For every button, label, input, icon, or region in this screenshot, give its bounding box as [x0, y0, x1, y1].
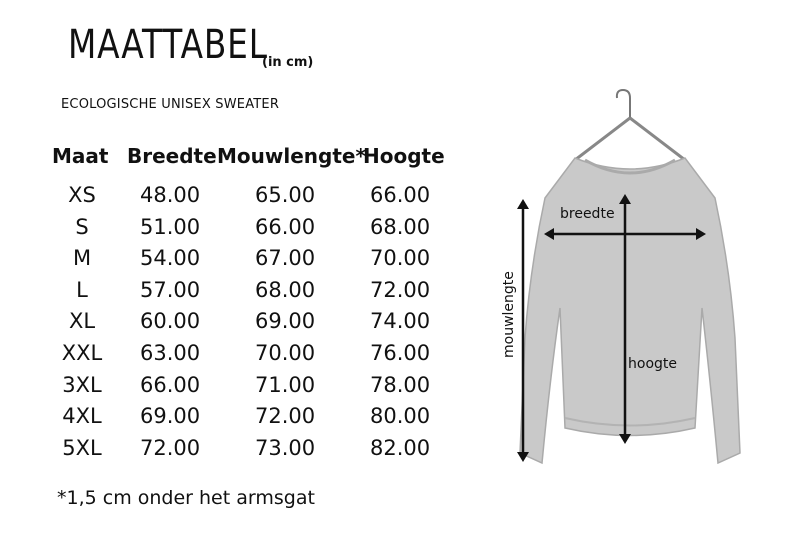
- unit-label: (in cm): [262, 55, 314, 70]
- size-cell: 4XL: [62, 404, 102, 429]
- hanger-icon: [575, 90, 685, 160]
- column-header-mouwlengte: Mouwlengte*: [217, 144, 366, 168]
- breedte-label: breedte: [560, 206, 615, 222]
- breedte-cell: 66.00: [140, 372, 201, 397]
- footnote: *1,5 cm onder het armsgat: [57, 487, 315, 509]
- size-cell: XL: [68, 309, 96, 334]
- hoogte-cell: 68.00: [370, 214, 431, 239]
- table-row: [0, 183, 470, 213]
- breedte-cell: 51.00: [140, 214, 201, 239]
- table-row: [0, 436, 470, 466]
- table-row: [0, 341, 470, 371]
- table-row: [0, 404, 470, 434]
- hoogte-cell: 72.00: [370, 277, 431, 302]
- hoogte-cell: 66.00: [370, 183, 431, 207]
- mouwlengte-label: mouwlengte: [501, 271, 517, 358]
- breedte-cell: 54.00: [140, 246, 201, 271]
- hoogte-cell: 78.00: [370, 372, 431, 397]
- column-header-maat: Maat: [52, 144, 109, 168]
- size-cell: M: [72, 246, 92, 271]
- mouwlengte-cell: 65.00: [255, 183, 316, 207]
- table-row: [0, 309, 470, 339]
- mouwlengte-cell: 73.00: [255, 435, 316, 460]
- mouwlengte-cell: 70.00: [255, 341, 316, 365]
- table-row: [0, 215, 470, 245]
- page-title: MAATTABEL: [68, 22, 268, 68]
- column-header-hoogte: Hoogte: [363, 144, 445, 168]
- hoogte-cell: 82.00: [370, 435, 431, 460]
- sweater-diagram: [480, 88, 780, 488]
- breedte-cell: 72.00: [140, 435, 201, 460]
- breedte-cell: 60.00: [140, 309, 201, 334]
- size-cell: 3XL: [62, 372, 102, 397]
- breedte-cell: 63.00: [140, 341, 201, 365]
- table-row: [0, 278, 470, 308]
- table-row: [0, 246, 470, 276]
- size-cell: 5XL: [62, 435, 102, 460]
- mouwlengte-cell: 72.00: [255, 404, 316, 429]
- table-row: [0, 373, 470, 403]
- hoogte-cell: 70.00: [370, 246, 431, 271]
- breedte-cell: 69.00: [140, 404, 201, 429]
- column-header-breedte: Breedte: [127, 144, 217, 168]
- size-cell: S: [75, 214, 89, 239]
- product-subtitle: ECOLOGISCHE UNISEX SWEATER: [61, 97, 280, 112]
- hoogte-cell: 76.00: [370, 341, 431, 365]
- mouwlengte-cell: 69.00: [255, 309, 316, 334]
- breedte-cell: 57.00: [140, 277, 201, 302]
- mouwlengte-cell: 68.00: [255, 277, 316, 302]
- mouwlengte-cell: 66.00: [255, 214, 316, 239]
- size-cell: L: [76, 277, 88, 302]
- hoogte-cell: 80.00: [370, 404, 431, 429]
- mouwlengte-cell: 71.00: [255, 372, 316, 397]
- mouwlengte-cell: 67.00: [255, 246, 316, 271]
- size-cell: XXL: [61, 341, 103, 365]
- hoogte-cell: 74.00: [370, 309, 431, 334]
- breedte-cell: 48.00: [140, 183, 201, 207]
- size-cell: XS: [68, 183, 96, 207]
- hoogte-label: hoogte: [628, 356, 677, 372]
